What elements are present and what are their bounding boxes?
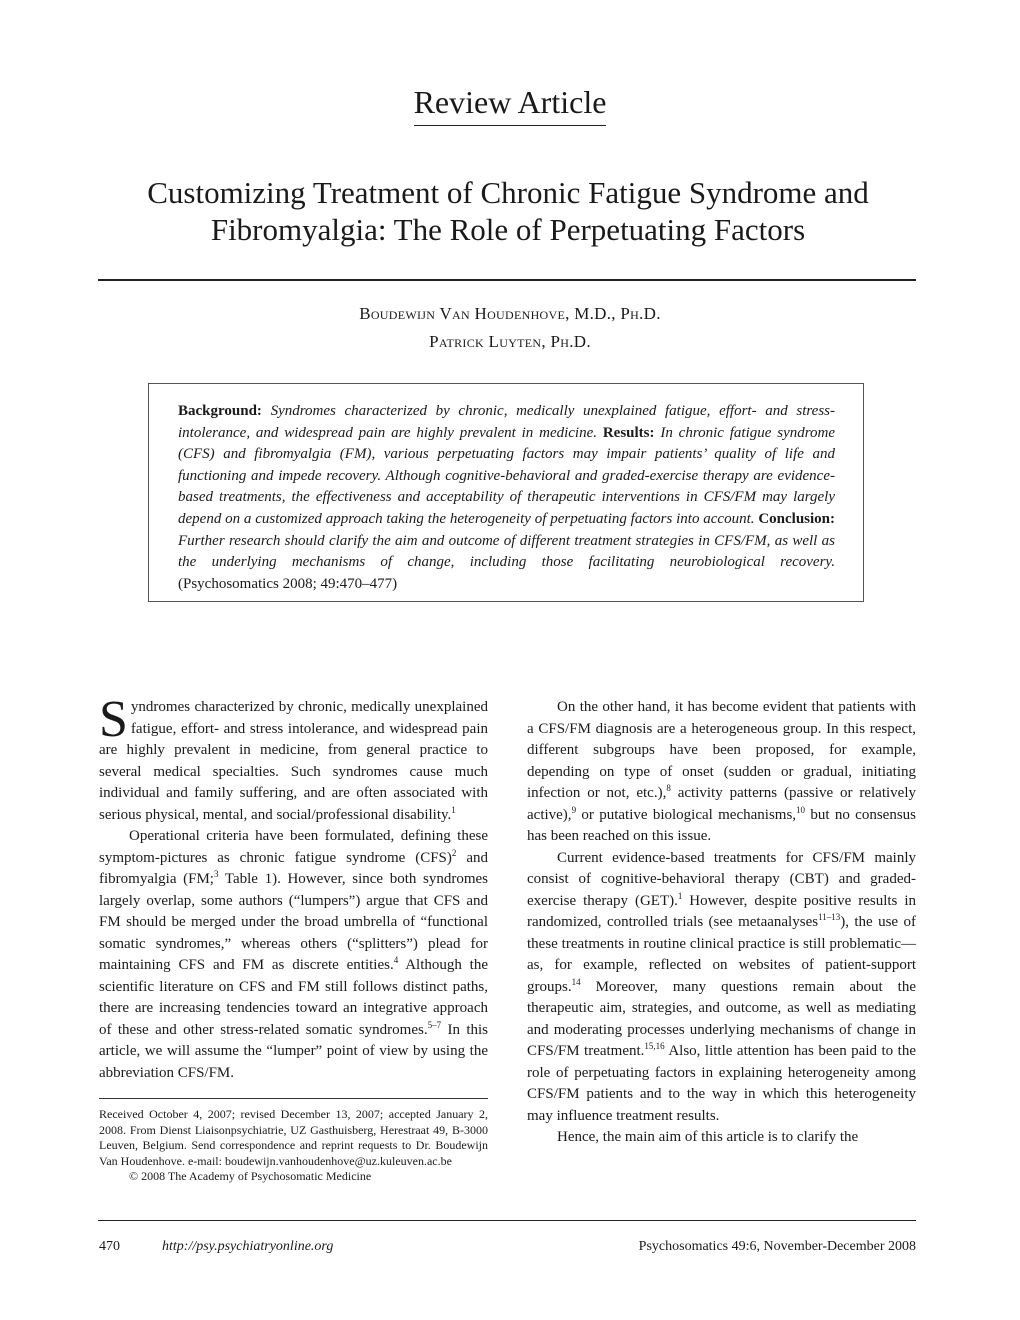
ref-1: 1 [451, 804, 456, 815]
paragraph-1 [99, 691, 488, 826]
p3-text-2: activity patterns (passive or relatively active), [527, 785, 916, 823]
ref-10: 10 [796, 804, 806, 815]
title-rule [98, 279, 916, 281]
p4-text-4: Moreover, many questions remain about the therapeutic aim, strategies, and outcome, as well as mediating and moderating processes underlying mechanisms of change in CFS/FM treatment. [527, 978, 916, 1059]
paragraph-5 [527, 1127, 916, 1149]
ref-2: 2 [451, 847, 457, 858]
ref-1b: 1 [677, 890, 683, 901]
author-1: Boudewijn Van Houdenhove, M.D., Ph.D. [359, 304, 661, 323]
footnote-rule [99, 1098, 488, 1099]
ref-15-16: 15,16 [644, 1041, 665, 1051]
footnote [99, 1107, 488, 1185]
p3-text-4: but no consensus has been reached on this issue. [527, 806, 916, 844]
p5-text-1: Hence, the main aim of this article is to clarify the [557, 1129, 859, 1145]
author-list [0, 300, 1020, 356]
p2-text-5: In this article, we will assume the “lumper” point of view by using the abbreviation CFS/FM. [99, 1021, 488, 1081]
p4-text-1: Current evidence-based treatments for CFS/FM mainly consist of cognitive-behavioral therapy (CBT) and graded-exercise therapy (GET). [527, 849, 916, 909]
section-label [0, 84, 1020, 126]
body-column-left [99, 691, 488, 1084]
paragraph-3 [527, 697, 916, 848]
drop-cap: S [99, 691, 128, 748]
journal-citation: Psychosomatics 49:6, November-December 2008 [638, 1239, 916, 1254]
article-title: Customizing Treatment of Chronic Fatigue Syndrome and Fibromyalgia: The Role of Perpetuating Factors [147, 175, 869, 247]
p2-text-2: and fibromyalgia (FM; [99, 849, 488, 887]
abstract-conclusion-text: Further research should clarify the aim and outcome of different treatment strategies in CFS/FM, as well as the underlying mechanisms of change, including those facilitating neurobiological recovery. [178, 532, 835, 571]
ref-9: 9 [571, 804, 577, 815]
p4-text-2: However, despite positive results in randomized, controlled trials (see metaanalyses [527, 892, 916, 930]
footnote-received: Received October 4, 2007; revised December 13, 2007; accepted January 2, 2008. From Dienst Liaisonpsychiatrie, UZ Gasthuisberg, Herestraat 49, B-3000 Leuven, Belgium. Send correspondence and reprint requests to Dr. Boudewijn Van Houdenhove. e-mail: boudewijn.vanhoudenhove@uz.kuleuven.ac.be [99, 1107, 488, 1168]
p4-text-5: Also, little attention has been paid to the role of perpetuating factors in explaining heterogeneity among CFS/FM patients and to the way in which this heterogeneity may influence treatment results. [527, 1043, 916, 1124]
p2-text-3: Table 1). However, since both syndromes largely overlap, some authors (“lumpers”) argue that CFS and FM should be merged under the broad umbrella of “functional somatic syndromes,” whereas others (“splitters”) plead for maintaining CFS and FM as discrete entities. [99, 871, 488, 973]
section-label-text: Review Article [414, 84, 607, 126]
ref-4: 4 [393, 955, 399, 965]
ref-14: 14 [571, 976, 581, 987]
abstract-results-label: Results: [602, 424, 655, 441]
ref-5-7: 5–7 [427, 1019, 442, 1030]
ref-3: 3 [213, 869, 219, 879]
journal-url-link[interactable]: http://psy.psychiatryonline.org [162, 1239, 334, 1254]
paragraph-4 [527, 848, 916, 1128]
ref-11-13: 11–13 [818, 912, 841, 922]
author-2: Patrick Luyten, Ph.D. [429, 332, 591, 351]
abstract-citation: (Psychosomatics 2008; 49:470–477) [178, 575, 398, 592]
abstract-results-text: In chronic fatigue syndrome (CFS) and fibromyalgia (FM), various perpetuating factors may impair patients’ quality of life and functioning and impede recovery. Although cognitive-behavioral and graded-exercise therapy are evidence-based treatments, the effectiveness and acceptability of therapeutic interventions in CFS/FM may largely depend on a customized approach taking the heterogeneity of perpetuating factors into account. [178, 424, 836, 527]
p4-text-3: ), the use of these treatments in routine clinical practice is still problematic—as, for example, reflected on websites of patient-support groups. [527, 914, 916, 995]
abstract-background-text: Syndromes characterized by chronic, medically unexplained fatigue, effort- and stress-intolerance, and widespread pain are highly prevalent in medicine. [178, 403, 835, 441]
body-column-right [527, 697, 916, 1149]
footnote-copyright: © 2008 The Academy of Psychosomatic Medicine [129, 1169, 372, 1183]
p2-text-1: Operational criteria have been formulated, defining these symptom-pictures as chronic fatigue syndrome (CFS) [99, 828, 488, 866]
page-number: 470 [99, 1239, 120, 1254]
ref-8: 8 [666, 783, 671, 793]
p1-text: yndromes characterized by chronic, medically unexplained fatigue, effort- and stress intolerance, and widespread pain are highly prevalent in medicine, from general practice to several medical specialties. Such syndromes cause much individual and family suffering, and are often associated with serious physical, mental, and social/professional disability. [99, 699, 488, 823]
footer-rule [98, 1220, 916, 1221]
abstract-box [148, 383, 864, 602]
p3-text-3: or putative biological mechanisms, [576, 806, 797, 823]
paragraph-2 [99, 826, 488, 1084]
abstract-conclusion-label: Conclusion: [758, 510, 836, 527]
p2-text-4: Although the scientific literature on CFS and FM still follows distinct paths, there are increasing tendencies toward an integrative approach of these and other stress-related somatic syndromes. [99, 957, 488, 1038]
abstract-background-label: Background: [178, 403, 262, 419]
p3-text-1: On the other hand, it has become evident that patients with a CFS/FM diagnosis are a heterogeneous group. In this respect, different subgroups have been proposed, for example, depending on type of onset (sudden or gradual, initiating infection or not, etc.), [527, 699, 916, 801]
